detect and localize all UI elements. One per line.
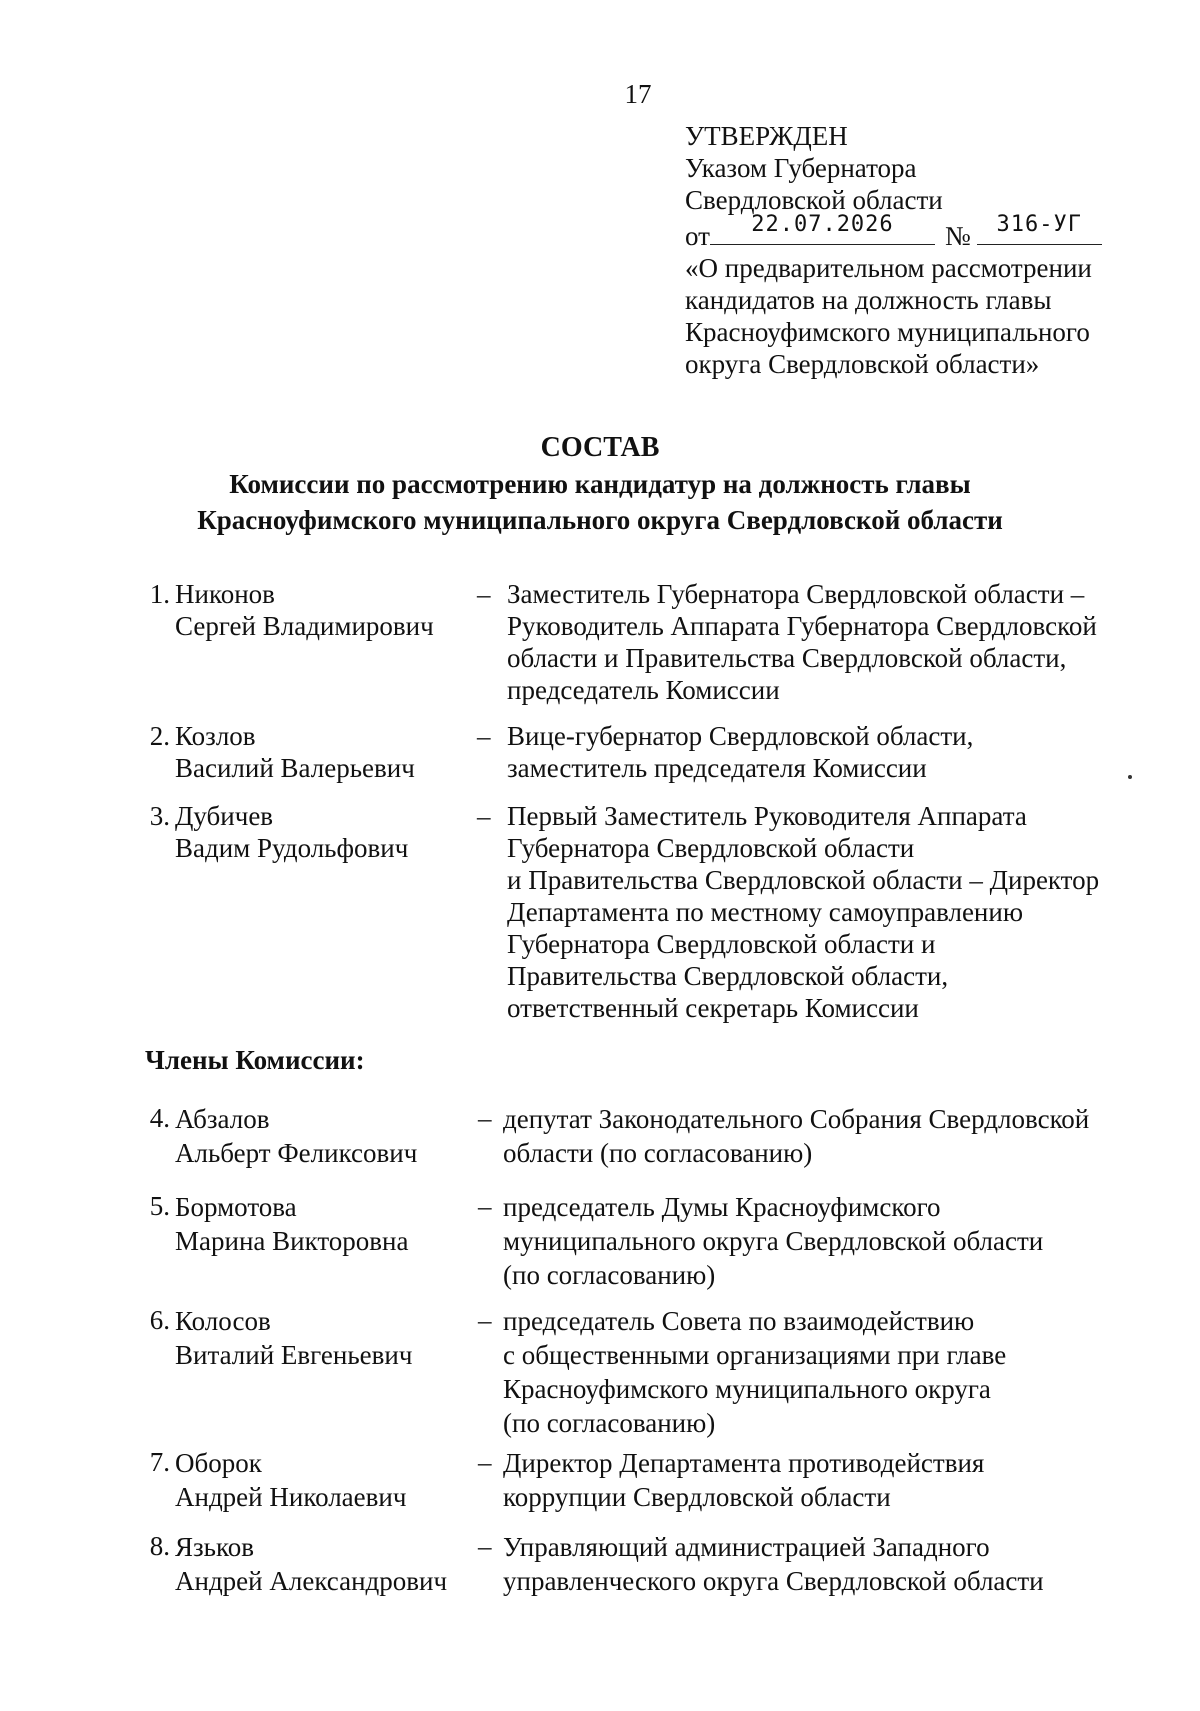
member-position xyxy=(507,720,973,784)
member-given-names: Марина Викторовна xyxy=(175,1226,409,1256)
entry-dash: – xyxy=(477,801,491,831)
scan-speck xyxy=(1128,775,1132,779)
member-position xyxy=(507,800,1099,1024)
entry-number: 5. xyxy=(149,1191,170,1221)
position-line: председатель Думы Красноуфимского xyxy=(503,1192,941,1222)
page-number: 17 xyxy=(624,79,652,109)
position-line: Вице-губернатор Свердловской области, xyxy=(507,721,974,751)
position-line: муниципального округа Свердловской области xyxy=(503,1226,1044,1256)
member-position xyxy=(503,1304,1006,1440)
position-line: с общественными организациями при главе xyxy=(503,1340,1007,1370)
entry-number: 7. xyxy=(149,1447,170,1477)
position-line: Губернатора Свердловской области и xyxy=(507,929,936,959)
member-name xyxy=(175,1446,475,1514)
approval-line-2: Свердловской области xyxy=(685,185,943,215)
member-surname: Абзалов xyxy=(175,1104,270,1134)
member-name xyxy=(175,1102,475,1170)
member-name xyxy=(175,578,475,642)
entry-dash: – xyxy=(478,1103,492,1133)
position-line: Первый Заместитель Руководителя Аппарата xyxy=(507,801,1027,831)
member-given-names: Андрей Александрович xyxy=(175,1566,448,1596)
position-line: области и Правительства Свердловской области, xyxy=(507,643,1067,673)
decree-title-line-3: Красноуфимского муниципального xyxy=(685,317,1090,347)
from-label: от xyxy=(685,221,710,251)
position-line: Директор Департамента противодействия xyxy=(503,1448,985,1478)
document-title: СОСТАВ xyxy=(540,432,660,463)
entry-dash: – xyxy=(478,1191,492,1221)
position-line: (по согласованию) xyxy=(503,1408,716,1438)
member-given-names: Андрей Николаевич xyxy=(175,1482,407,1512)
approval-stamp xyxy=(685,120,1155,380)
decree-title-line-1: «О предварительном рассмотрении xyxy=(685,253,1092,283)
position-line: Красноуфимского муниципального округа xyxy=(503,1374,991,1404)
member-surname: Оборок xyxy=(175,1448,262,1478)
member-position xyxy=(507,578,1097,706)
position-line: и Правительства Свердловской области – Директор xyxy=(507,865,1100,895)
decree-title-line-4: округа Свердловской области» xyxy=(685,349,1040,379)
member-surname: Язьков xyxy=(175,1532,254,1562)
members-heading: Члены Комиссии: xyxy=(145,1045,365,1075)
document-subtitle-line-2: Красноуфимского муниципального округа Свердловской области xyxy=(197,505,1003,535)
entry-dash: – xyxy=(478,1305,492,1335)
entry-dash: – xyxy=(477,579,491,609)
decree-date: 22.07.2026 xyxy=(751,212,894,237)
entry-dash: – xyxy=(478,1447,492,1477)
member-name xyxy=(175,720,475,784)
member-surname: Дубичев xyxy=(175,801,274,831)
position-line: ответственный секретарь Комиссии xyxy=(507,993,919,1023)
entry-number: 6. xyxy=(149,1305,170,1335)
member-surname: Козлов xyxy=(175,721,256,751)
entry-dash: – xyxy=(478,1531,492,1561)
member-surname: Колосов xyxy=(175,1306,271,1336)
position-line: (по согласованию) xyxy=(503,1260,716,1290)
number-blank xyxy=(977,212,1102,245)
member-name xyxy=(175,1530,475,1598)
position-line: управленческого округа Свердловской области xyxy=(503,1566,1044,1596)
member-position xyxy=(503,1446,984,1514)
position-line: области (по согласованию) xyxy=(503,1138,813,1168)
approval-date-line xyxy=(685,212,1155,252)
entry-number: 3. xyxy=(149,801,170,831)
position-line: председатель Совета по взаимодействию xyxy=(503,1306,975,1336)
member-name xyxy=(175,800,475,864)
approval-line-1: Указом Губернатора xyxy=(685,153,917,183)
member-given-names: Сергей Владимирович xyxy=(175,611,434,641)
position-line: Заместитель Губернатора Свердловской области – xyxy=(507,579,1085,609)
member-name xyxy=(175,1190,475,1258)
member-position xyxy=(503,1530,1044,1598)
position-line: депутат Законодательного Собрания Свердловской xyxy=(503,1104,1090,1134)
member-name xyxy=(175,1304,475,1372)
position-line: Руководитель Аппарата Губернатора Свердловской xyxy=(507,611,1097,641)
decree-title-line-2: кандидатов на должность главы xyxy=(685,285,1052,315)
entry-dash: – xyxy=(477,721,491,751)
entry-number: 8. xyxy=(149,1531,170,1561)
entry-number: 1. xyxy=(149,579,170,609)
approval-status: УТВЕРЖДЕН xyxy=(685,121,848,151)
position-line: Губернатора Свердловской области xyxy=(507,833,915,863)
position-line: заместитель председателя Комиссии xyxy=(507,753,927,783)
document-heading xyxy=(0,430,1200,538)
position-line: Управляющий администрацией Западного xyxy=(503,1532,990,1562)
member-surname: Никонов xyxy=(175,579,275,609)
member-given-names: Василий Валерьевич xyxy=(175,753,415,783)
position-line: Правительства Свердловской области, xyxy=(507,961,949,991)
number-sign: № xyxy=(944,221,971,251)
member-given-names: Виталий Евгеньевич xyxy=(175,1340,413,1370)
position-line: коррупции Свердловской области xyxy=(503,1482,891,1512)
document-subtitle-line-1: Комиссии по рассмотрению кандидатур на должность главы xyxy=(229,469,971,499)
member-surname: Бормотова xyxy=(175,1192,297,1222)
position-line: Департамента по местному самоуправлению xyxy=(507,897,1024,927)
entry-number: 4. xyxy=(149,1103,170,1133)
member-given-names: Альберт Феликсович xyxy=(175,1138,418,1168)
position-line: председатель Комиссии xyxy=(507,675,780,705)
date-blank xyxy=(710,212,935,245)
member-given-names: Вадим Рудольфович xyxy=(175,833,409,863)
decree-number: 316-УГ xyxy=(996,212,1082,237)
member-position xyxy=(503,1190,1043,1292)
entry-number: 2. xyxy=(149,721,170,751)
member-position xyxy=(503,1102,1089,1170)
